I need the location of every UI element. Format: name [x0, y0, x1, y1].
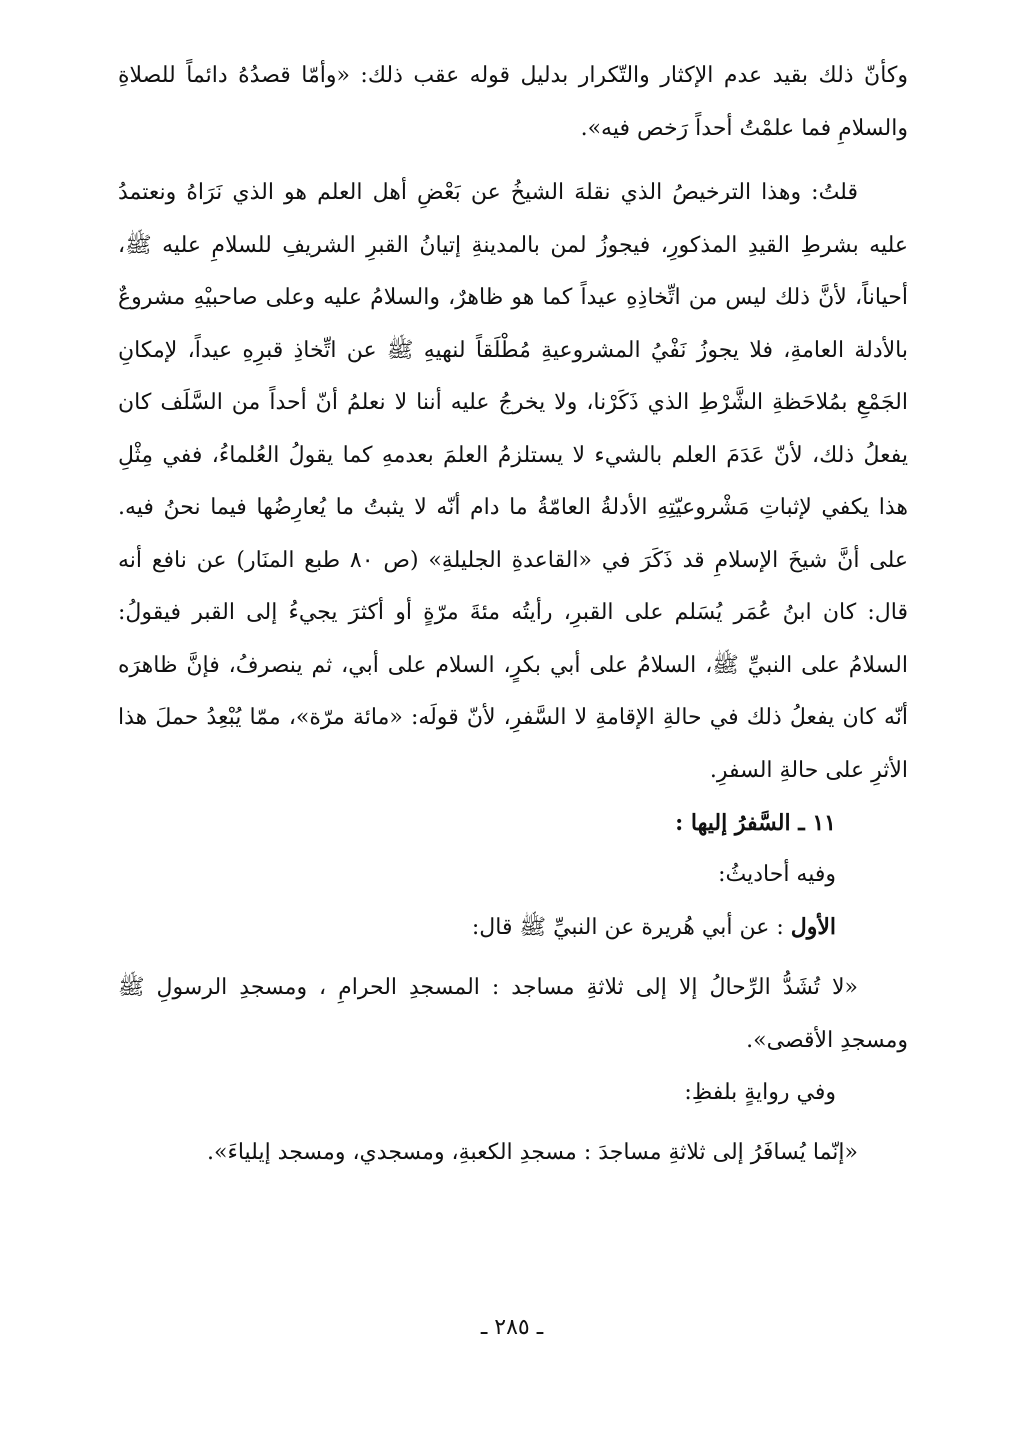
first-label: الأول — [790, 914, 836, 940]
paragraph-1: وكأنّ ذلك بقيد عدم الإكثار والتّكرار بدليل قوله عقب ذلك: «وأمّا قصدُهُ دائماً للصلاةِ والسلامِ فما علمْتُ أحداً رَخص فيه». — [118, 63, 908, 141]
first-hadith-intro — [118, 901, 908, 954]
intro-line: وفيه أحاديثُ: — [718, 862, 836, 887]
first-rest: : عن أبي هُريرة عن النبيِّ ﷺ قال: — [471, 915, 791, 940]
hadith-1: «لا تُشَدُّ الرِّحالُ إلا إلى ثلاثةِ مساجد : المسجدِ الحرامِ ، ومسجدِ الرسولِ ﷺ ومسجدِ الأقصى». — [118, 975, 908, 1053]
paragraph-2: قلتُ: وهذا الترخيصُ الذي نقلهَ الشيخُ عن بَعْضِ أهل العلم هو الذي نَرَاهُ ونعتمدُ عليه بشرطِ القيدِ المذكورِ، فيجوزُ لمن بالمدينةِ إتيانُ القبرِ الشريفِ للسلامِ عليه ﷺ، أحياناً، لأنَّ ذلك ليس من اتِّخاذِهِ عيداً كما هو ظاهرٌ، والسلامُ عليه وعلى صاحبيْهِ مشروعٌ بالأدلة العامةِ، فلا يجوزُ نَفْيُ المشروعيةِ مُطْلَقاً لنهيهِ ﷺ عن اتِّخاذِ قبرِهِ عيداً، لإمكانِ الجَمْعِ بمُلاحَظةِ الشَّرْطِ الذي ذَكَرْنا، ولا يخرجُ عليه أننا لا نعلمُ أنّ أحداً من السَّلَف كان يفعلُ ذلك، لأنّ عَدَمَ العلم بالشيء لا يستلزمُ العلمَ بعدمهِ كما يقولُ العُلماءُ، ففي مِثْلِ هذا يكفي لإثباتِ مَشْروعيّتِهِ الأدلةُ العامّةُ ما دام أنّه لا يثبتُ ما يُعارِضُها فيما نحنُ فيه. على أنَّ شيخَ الإسلامِ قد ذَكَرَ في «القاعدةِ الجليلةِ» (ص ٨٠ طبع المنَار) عن نافع أنه قال: كان ابنُ عُمَر يُسَلم على القبرِ، رأيتُه مئةَ مرّةٍ أو أكثرَ يجيءُ إلى القبر فيقولُ: السلامُ على النبيِّ ﷺ، السلامُ على أبي بكرٍ، السلام على أبي، ثم ينصرفُ، فإنَّ ظاهرَه أنّه كان يفعلُ ذلك في حالةِ الإقامةِ لا السَّفرِ، لأنّ قولَه: «مائة مرّة»، ممّا يُبْعِدُ حملَ هذا الأثرِ على حالةِ السفرِ. — [118, 180, 909, 783]
section-heading: ١١ ـ السَّفرُ إليها : — [675, 810, 836, 836]
page-number: ـ ٢٨٥ ـ — [480, 1315, 544, 1340]
hadith-2: «إنّما يُسافَرُ إلى ثلاثةِ مساجدَ : مسجدِ الكعبةِ، ومسجدي، ومسجد إيلياءَ». — [207, 1140, 858, 1165]
page-body — [118, 50, 908, 1180]
riwaya-line: وفي روايةٍ بلفظِ: — [684, 1080, 836, 1105]
